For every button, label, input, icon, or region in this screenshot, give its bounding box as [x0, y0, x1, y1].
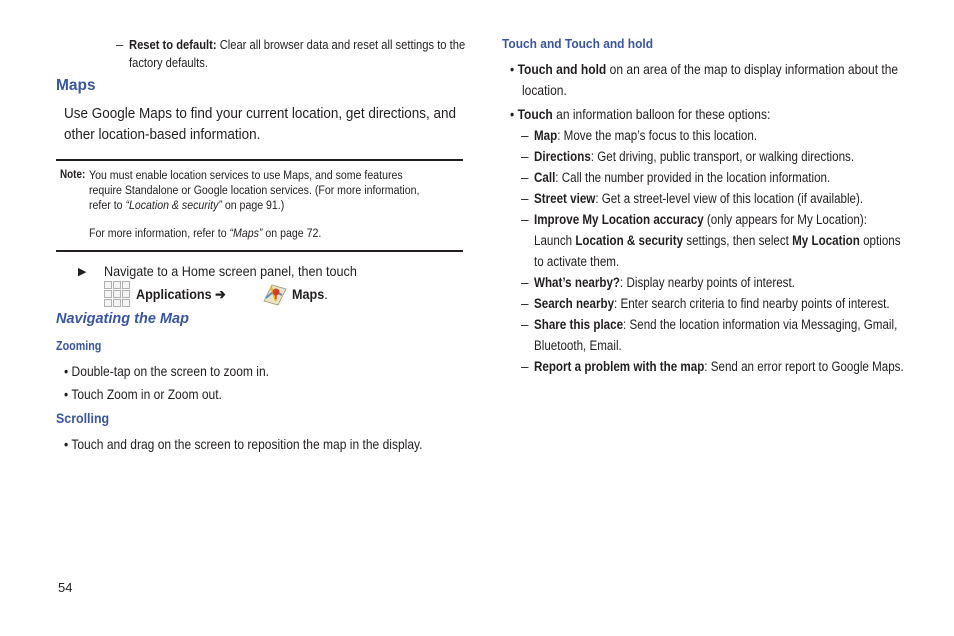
list-dash: –	[521, 212, 529, 227]
note-ref-location-security[interactable]: “Location & security”	[125, 200, 222, 212]
option-text: : Send an error report to Google Maps.	[704, 359, 904, 374]
list-dash: –	[521, 170, 529, 185]
maps-intro	[64, 104, 474, 146]
list-item	[64, 362, 302, 380]
improve-suffix: options	[859, 233, 901, 248]
option-term: Search nearby	[534, 296, 615, 311]
bullet1-line1	[510, 59, 898, 80]
option-line	[534, 188, 863, 209]
option-text: : Get driving, public transport, or walking directions.	[590, 149, 855, 164]
navigating-heading: Navigating the Map	[56, 311, 189, 327]
bullet2-text: an information balloon for these options:	[552, 106, 771, 122]
bullet1-term: Touch and hold	[517, 61, 607, 77]
option-text: : Enter search criteria to find nearby points of interest.	[614, 296, 890, 311]
option-term: Map	[534, 128, 558, 143]
option-term: What’s nearby?	[534, 275, 621, 290]
bullet-glyph: •	[510, 106, 515, 122]
improve-term1: Location & security	[575, 233, 684, 248]
note-label	[60, 169, 89, 181]
improve-prefix: Launch	[534, 233, 576, 248]
option-line	[534, 125, 757, 146]
touch-hold-bullet	[510, 59, 915, 101]
scrolling-heading	[56, 411, 114, 426]
arrow-symbol: ➔	[215, 286, 226, 302]
option-line3: to activate them.	[534, 254, 620, 269]
option-line2	[534, 230, 901, 251]
step-text: Navigate to a Home screen panel, then touch	[104, 263, 357, 279]
step-line1	[104, 262, 385, 280]
maps-app-icon	[262, 281, 288, 307]
page-number: 54	[58, 580, 73, 595]
reset-line1	[129, 36, 465, 54]
list-dash: –	[521, 275, 529, 290]
improve-mid: settings, then select	[683, 233, 793, 248]
note-line1: You must enable location services to use Maps, and some features	[89, 170, 403, 182]
zooming-heading-text: Zooming	[56, 339, 102, 353]
option-text: (only appears for My Location):	[703, 212, 867, 227]
touch-hold-heading-text: Touch and Touch and hold	[502, 36, 654, 51]
maps-intro-line1: Use Google Maps to find your current location, get directions, and	[64, 106, 457, 122]
applications-grid-icon	[104, 281, 130, 307]
note-line3	[89, 199, 284, 214]
scroll-item-1: • Touch and drag on the screen to reposition the map in the display.	[64, 436, 423, 452]
list-dash: –	[521, 128, 529, 143]
list-dash: –	[521, 317, 529, 332]
option-text: : Get a street-level view of this location (if available).	[595, 191, 864, 206]
note-line3-suffix: on page 91.)	[221, 200, 285, 212]
list-dash: –	[521, 191, 529, 206]
note-more-suffix: on page 72.	[262, 228, 322, 240]
maps-intro-line2: other location-based information.	[64, 127, 261, 143]
reset-text: Clear all browser data and reset all settings to the	[216, 37, 466, 52]
option-text: : Send the location information via Messaging, Gmail,	[623, 317, 898, 332]
note-more	[89, 227, 341, 242]
bullet1-text: on an area of the map to display information about the	[606, 61, 899, 77]
improve-term2: My Location	[792, 233, 860, 248]
option-term: Directions	[534, 149, 591, 164]
option-text: : Call the number provided in the location information.	[555, 170, 831, 185]
touch-hold-heading	[502, 36, 666, 51]
applications-label: Applications	[136, 286, 212, 302]
list-item	[64, 385, 248, 403]
list-item	[64, 435, 481, 453]
bullet2-line	[510, 104, 770, 125]
option-text: : Display nearby points of interest.	[620, 275, 795, 290]
maps-label: Maps	[291, 286, 324, 302]
maps-heading: Maps	[56, 77, 96, 94]
scrolling-heading-text: Scrolling	[56, 411, 110, 426]
step-line2	[104, 281, 331, 307]
note-ref-maps[interactable]: “Maps”	[229, 228, 263, 240]
list-dash: –	[521, 149, 529, 164]
note-more-line	[89, 227, 321, 242]
option-line	[534, 209, 867, 230]
step-arrow-icon: ▶	[78, 266, 87, 278]
reset-line2: factory defaults.	[129, 55, 208, 70]
bullet2-term: Touch	[517, 106, 553, 122]
note-more-prefix: For more information, refer to	[89, 228, 230, 240]
note-label-text: Note:	[60, 169, 86, 181]
bullet1-line2: location.	[522, 82, 567, 98]
zoom-item-2: • Touch Zoom in or Zoom out.	[64, 386, 222, 402]
list-dash: –	[521, 296, 529, 311]
option-line	[534, 167, 830, 188]
zooming-heading	[56, 339, 109, 353]
option-line	[534, 293, 890, 314]
touch-bullet	[510, 104, 915, 125]
bullet-glyph: •	[510, 61, 515, 77]
option-term: Improve My Location accuracy	[534, 212, 704, 227]
option-line	[534, 314, 897, 335]
option-line2: Bluetooth, Email.	[534, 338, 622, 353]
option-line	[534, 272, 795, 293]
list-dash: –	[116, 37, 124, 52]
option-line	[534, 146, 854, 167]
list-dash: –	[521, 359, 529, 374]
option-term: Share this place	[534, 317, 624, 332]
zoom-item-1: • Double-tap on the screen to zoom in.	[64, 363, 270, 379]
option-text: : Move the map’s focus to this location.	[557, 128, 758, 143]
note-text	[89, 169, 461, 214]
option-term: Street view	[534, 191, 596, 206]
reset-term: Reset to default:	[129, 37, 217, 52]
option-term: Call	[534, 170, 556, 185]
step-maps-wrap	[292, 283, 328, 305]
note-line2: require Standalone or Google location services. (For more information,	[89, 185, 420, 197]
step-applications-wrap	[136, 283, 226, 305]
option-term: Report a problem with the map	[534, 359, 705, 374]
note-box	[56, 159, 463, 252]
step-period: .	[323, 286, 328, 302]
option-line	[534, 356, 904, 377]
note-line3-prefix: refer to	[89, 200, 126, 212]
